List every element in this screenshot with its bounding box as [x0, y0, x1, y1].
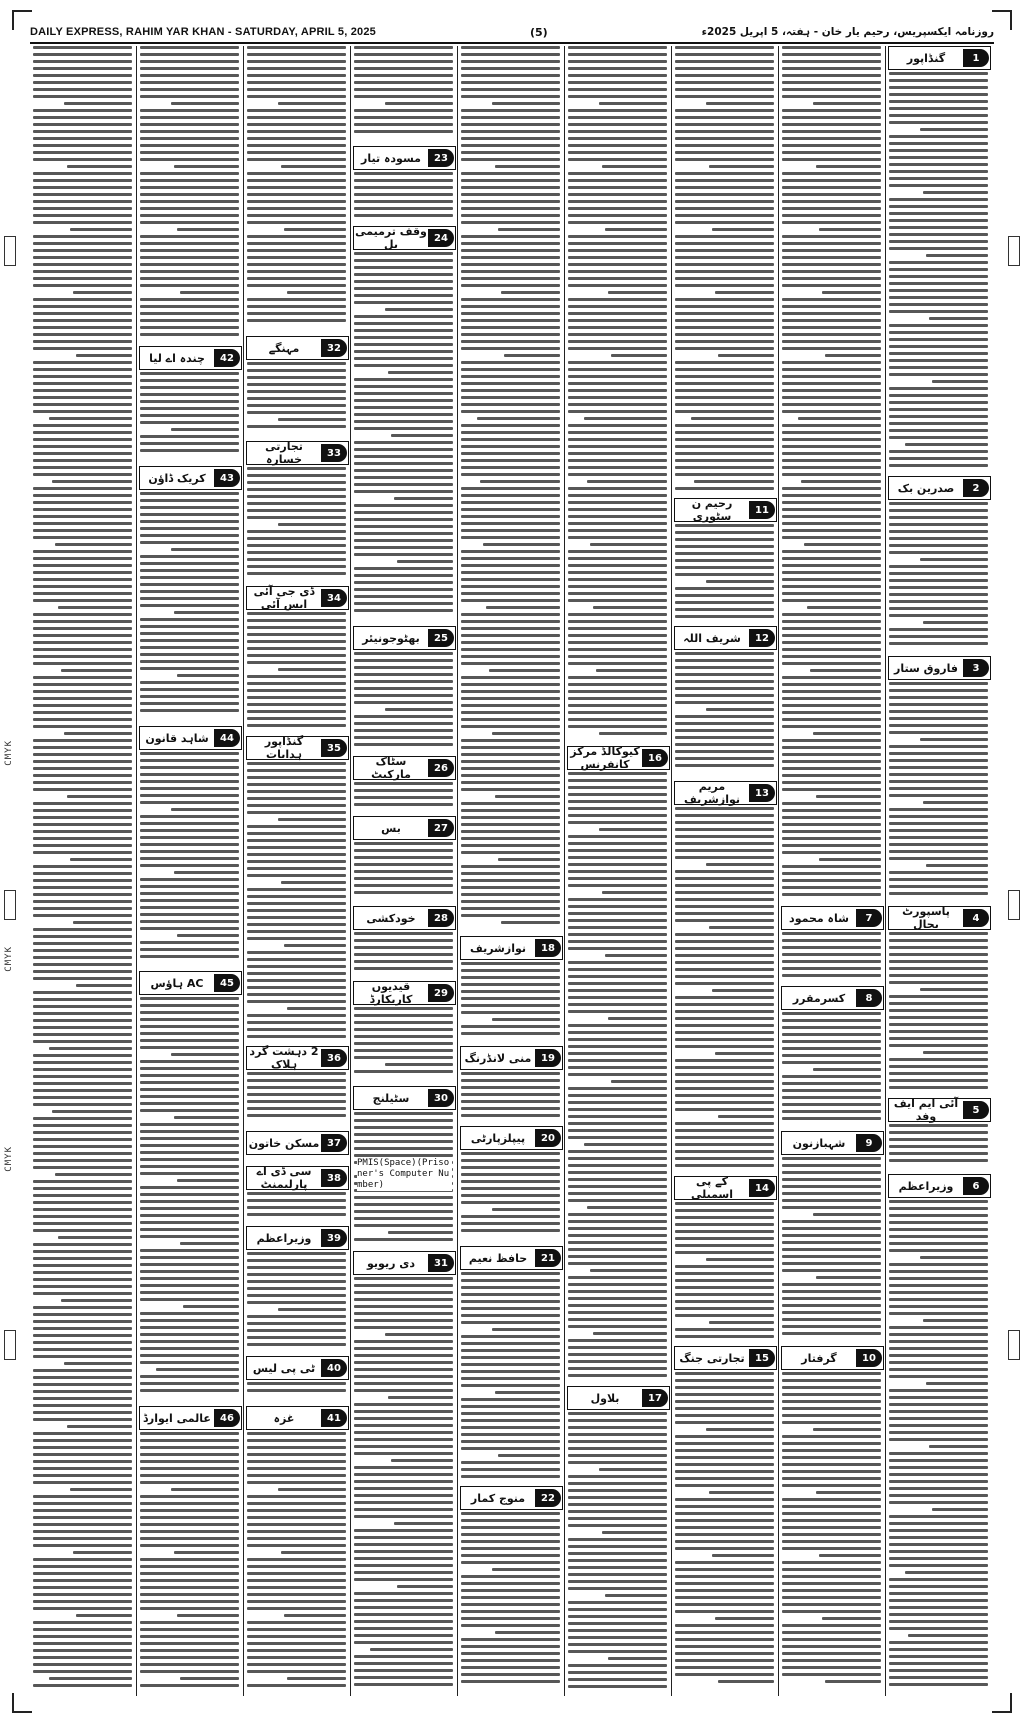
story-heading — [246, 1226, 349, 1250]
cmyk-label: CMYK — [4, 1146, 14, 1172]
story-body-text — [354, 1007, 453, 1082]
story-body-text — [889, 682, 988, 902]
story-title: مریم نوازشریف — [683, 780, 741, 806]
story-title: دی ریویو — [367, 1256, 415, 1270]
story-title: ڈی جی آئی ایس آئی — [253, 585, 315, 611]
story-heading — [353, 756, 456, 780]
story-title: پاسپورٹ بحال — [902, 905, 950, 931]
header-english-dateline: DAILY EXPRESS, RAHIM YAR KHAN - SATURDAY, APRIL 5, 2025 — [30, 26, 376, 38]
story-body-text — [354, 932, 453, 977]
story-body-text — [247, 1252, 346, 1352]
story-number-badge: 4 — [963, 909, 989, 927]
story-number-badge: 27 — [428, 819, 454, 837]
newspaper-page — [30, 46, 994, 1696]
column-rule — [243, 46, 244, 1696]
story-title: شاہد قانون — [145, 731, 209, 745]
story-number-badge: 10 — [856, 1349, 882, 1367]
story-title: شریف اللہ — [683, 631, 741, 645]
story-heading — [246, 1166, 349, 1190]
story-body-text — [247, 1432, 346, 1692]
story-title: نوازشریف — [469, 941, 527, 955]
story-heading — [674, 1346, 777, 1370]
story-number-badge: 20 — [535, 1129, 561, 1147]
story-heading — [781, 1131, 884, 1155]
story-heading — [674, 1176, 777, 1200]
story-title: پیپلزپارٹی — [470, 1131, 526, 1145]
column-rule — [457, 46, 458, 1696]
story-number-badge: 3 — [963, 659, 989, 677]
story-heading — [139, 466, 242, 490]
story-title: گنڈاپور — [906, 51, 946, 65]
story-heading — [460, 1126, 563, 1150]
story-body-text — [675, 807, 774, 1172]
story-title: غزہ — [273, 1411, 295, 1425]
registration-mark — [4, 236, 16, 266]
story-body-text — [354, 782, 453, 812]
story-title: گنڈاپور ہدایات — [264, 735, 304, 761]
story-heading — [781, 906, 884, 930]
story-heading — [460, 1486, 563, 1510]
story-heading — [674, 626, 777, 650]
story-body-text — [247, 1382, 346, 1402]
story-heading — [781, 1346, 884, 1370]
story-title: چندہ اے لیا — [149, 351, 205, 365]
story-number-badge: 36 — [321, 1049, 347, 1067]
story-title: گرفتار — [801, 1351, 837, 1365]
story-title: صدرین بک — [897, 481, 955, 495]
story-body-text — [140, 372, 239, 462]
story-number-badge: 44 — [214, 729, 240, 747]
story-body-text — [461, 1272, 560, 1482]
story-number-badge: 32 — [321, 339, 347, 357]
story-heading — [353, 906, 456, 930]
story-body-text — [140, 492, 239, 722]
story-number-badge: 18 — [535, 939, 561, 957]
story-title: سٹیلنج — [372, 1091, 410, 1105]
registration-mark — [1008, 236, 1020, 266]
story-heading — [139, 346, 242, 370]
column-rule — [350, 46, 351, 1696]
story-heading — [353, 146, 456, 170]
story-heading — [353, 1251, 456, 1275]
story-body-text — [247, 467, 346, 582]
story-heading — [888, 46, 991, 70]
story-title: بس — [381, 821, 401, 835]
story-heading — [139, 726, 242, 750]
story-body-text — [354, 652, 453, 752]
story-heading — [888, 656, 991, 680]
story-body-text — [782, 1157, 881, 1342]
story-heading — [460, 1046, 563, 1070]
story-heading — [888, 1098, 991, 1122]
page-number: (5) — [529, 25, 548, 39]
story-heading — [353, 816, 456, 840]
story-heading — [674, 498, 777, 522]
column-rule — [564, 46, 565, 1696]
story-body-text — [675, 524, 774, 622]
story-body-text — [568, 1412, 667, 1692]
story-title: بلاول — [590, 1391, 620, 1405]
story-number-badge: 39 — [321, 1229, 347, 1247]
story-body-text — [247, 762, 346, 1042]
story-body-text — [140, 997, 239, 1402]
story-number-badge: 26 — [428, 759, 454, 777]
story-number-badge: 21 — [535, 1249, 561, 1267]
story-number-badge: 22 — [535, 1489, 561, 1507]
story-title: سی ڈی اے پارلیمنٹ — [256, 1165, 312, 1191]
story-number-badge: 24 — [428, 229, 454, 247]
story-body-text — [889, 502, 988, 652]
story-body-text — [568, 46, 667, 742]
story-title: منوج کمار — [470, 1491, 526, 1505]
story-number-badge: 41 — [321, 1409, 347, 1427]
story-title: ٹی پی لیس — [252, 1361, 316, 1375]
story-body-text — [782, 1012, 881, 1127]
story-title: مسکن خاتون — [248, 1136, 320, 1150]
story-body-text — [247, 1072, 346, 1127]
story-title: تجارتی جنگ — [679, 1351, 745, 1365]
story-title: فاروق ستار — [894, 661, 958, 675]
story-body-text — [33, 46, 132, 1692]
story-number-badge: 8 — [856, 989, 882, 1007]
story-heading — [139, 1406, 242, 1430]
story-heading — [567, 1386, 670, 1410]
story-number-badge: 45 — [214, 974, 240, 992]
story-body-text — [568, 772, 667, 1382]
story-title: منی لانڈرنگ — [464, 1051, 532, 1065]
story-title: خودکشی — [366, 911, 416, 925]
story-number-badge: 14 — [749, 1179, 775, 1197]
story-title: AC ہاؤس — [150, 976, 204, 990]
page-header — [30, 22, 994, 44]
story-heading — [353, 1086, 456, 1110]
story-body-text — [247, 1192, 346, 1222]
story-body-text — [675, 652, 774, 777]
story-heading — [888, 476, 991, 500]
story-title: مہنگے — [268, 341, 300, 355]
story-title: قیدیوں کاریکارڈ — [369, 980, 413, 1006]
story-number-badge: 31 — [428, 1254, 454, 1272]
story-body-text — [247, 612, 346, 732]
story-body-text — [354, 1277, 453, 1692]
story-title: وزیراعظم — [256, 1231, 312, 1245]
story-body-text — [140, 46, 239, 342]
story-body-text — [354, 46, 453, 142]
story-heading — [246, 1356, 349, 1380]
story-heading — [674, 781, 777, 805]
story-title: آئی ایم ایف وفد — [893, 1097, 959, 1123]
crop-mark-bottom-right — [992, 1693, 1012, 1713]
story-title: وقف ترمیمی بل — [355, 225, 427, 251]
story-body-text — [140, 752, 239, 967]
story-title: بھٹوجونیئر — [362, 631, 420, 645]
story-title: 2 دہشت گرد ہلاک — [249, 1045, 319, 1071]
story-heading — [139, 971, 242, 995]
story-body-text — [354, 252, 453, 622]
story-heading — [353, 981, 456, 1005]
story-heading — [246, 1131, 349, 1155]
story-title: کیوکالڈ مرکز کانفرنس — [570, 745, 640, 771]
column-rule — [778, 46, 779, 1696]
story-heading — [246, 1046, 349, 1070]
story-heading — [888, 1174, 991, 1198]
story-heading — [781, 986, 884, 1010]
story-heading — [353, 626, 456, 650]
story-number-badge: 6 — [963, 1177, 989, 1195]
story-number-badge: 28 — [428, 909, 454, 927]
story-body-text — [247, 362, 346, 437]
story-heading — [353, 226, 456, 250]
story-body-text — [461, 1072, 560, 1122]
story-number-badge: 11 — [749, 501, 775, 519]
story-number-badge: 1 — [963, 49, 989, 67]
story-number-badge: 34 — [321, 589, 347, 607]
story-body-text — [461, 1512, 560, 1692]
column-rule — [671, 46, 672, 1696]
story-body-text — [461, 962, 560, 1042]
story-body-text — [889, 72, 988, 472]
story-body-text — [782, 932, 881, 982]
story-number-badge: 33 — [321, 444, 347, 462]
story-title: شاہ محمود — [789, 911, 849, 925]
story-number-badge: 15 — [749, 1349, 775, 1367]
registration-mark — [4, 890, 16, 920]
registration-mark — [1008, 890, 1020, 920]
story-body-text — [889, 1124, 988, 1170]
story-title: کے پی اسمبلی — [690, 1175, 734, 1201]
story-body-text — [675, 1202, 774, 1342]
story-number-badge: 19 — [535, 1049, 561, 1067]
story-title: عالمی ایوارڈ — [143, 1411, 211, 1425]
story-heading — [460, 936, 563, 960]
crop-mark-bottom-left — [12, 1693, 32, 1713]
story-title: سٹاک مارکیٹ — [371, 755, 411, 781]
story-number-badge: 7 — [856, 909, 882, 927]
story-number-badge: 40 — [321, 1359, 347, 1377]
crop-mark-top-left — [12, 10, 32, 30]
story-heading — [246, 586, 349, 610]
story-title: تجارتی خسارہ — [265, 440, 303, 466]
story-body-text — [782, 46, 881, 902]
story-body-text — [675, 1372, 774, 1692]
story-heading — [246, 1406, 349, 1430]
story-heading — [246, 736, 349, 760]
story-number-badge: 23 — [428, 149, 454, 167]
story-heading — [460, 1246, 563, 1270]
column-rule — [885, 46, 886, 1696]
story-body-text — [889, 932, 988, 1094]
story-number-badge: 17 — [642, 1389, 668, 1407]
story-body-text — [247, 46, 346, 332]
story-number-badge: 16 — [642, 749, 668, 767]
story-number-badge: 29 — [428, 984, 454, 1002]
story-number-badge: 35 — [321, 739, 347, 757]
crop-mark-top-right — [992, 10, 1012, 30]
story-body-text — [354, 842, 453, 902]
story-number-badge: 42 — [214, 349, 240, 367]
story-heading — [888, 906, 991, 930]
story-heading — [246, 441, 349, 465]
story-title: وزیراعظم — [898, 1179, 954, 1193]
story-number-badge: 9 — [856, 1134, 882, 1152]
story-body-text — [140, 1432, 239, 1692]
story-heading — [246, 336, 349, 360]
story-number-badge: 30 — [428, 1089, 454, 1107]
story-number-badge: 38 — [321, 1169, 347, 1187]
story-body-text — [675, 46, 774, 494]
story-body-text — [782, 1372, 881, 1692]
story-title: کریک ڈاؤن — [148, 471, 206, 485]
story-number-badge: 2 — [963, 479, 989, 497]
inline-latin-text: PMIS(Space)(Prisoner's Computer Number) — [357, 1158, 452, 1191]
story-body-text — [461, 46, 560, 932]
column-rule — [136, 46, 137, 1696]
story-number-badge: 43 — [214, 469, 240, 487]
story-title: حافظ نعیم — [468, 1251, 528, 1265]
registration-mark — [1008, 1330, 1020, 1360]
story-number-badge: 46 — [214, 1409, 240, 1427]
story-heading — [567, 746, 670, 770]
story-title: رحیم ن سٹوری — [691, 497, 733, 523]
story-number-badge: 12 — [749, 629, 775, 647]
story-body-text — [889, 1200, 988, 1692]
story-number-badge: 13 — [749, 784, 775, 802]
cmyk-label: CMYK — [4, 740, 14, 766]
story-number-badge: 25 — [428, 629, 454, 647]
story-body-text — [354, 172, 453, 222]
story-title: مسودہ تیار — [361, 151, 421, 165]
header-urdu-dateline: روزنامہ ایکسپریس، رحیم یار خان - ہفتہ، 5 اپریل 2025ء — [701, 26, 994, 38]
story-title: شہبازنون — [792, 1136, 846, 1150]
cmyk-label: CMYK — [4, 946, 14, 972]
story-number-badge: 37 — [321, 1134, 347, 1152]
story-body-text — [461, 1152, 560, 1242]
story-number-badge: 5 — [963, 1101, 989, 1119]
registration-mark — [4, 1330, 16, 1360]
story-title: کسرمقرر — [792, 991, 846, 1005]
